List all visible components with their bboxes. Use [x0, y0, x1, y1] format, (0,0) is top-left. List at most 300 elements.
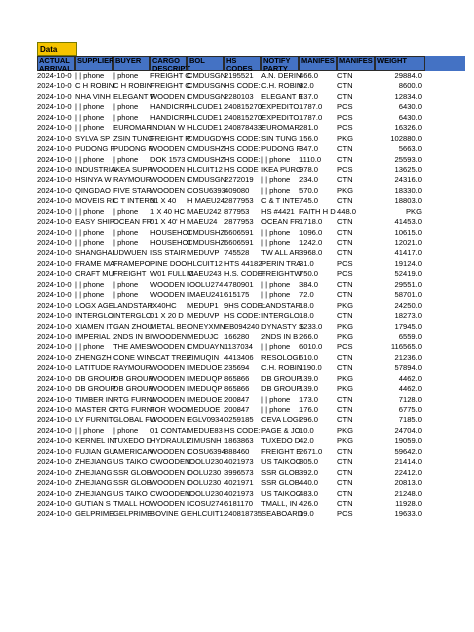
table-cell[interactable]: | | phone	[75, 238, 105, 247]
table-cell[interactable]: PCS	[337, 164, 353, 174]
table-cell[interactable]: CTN	[337, 238, 353, 247]
table-cell[interactable]: 139.0	[299, 373, 319, 383]
table-cell[interactable]: 21248.0	[394, 488, 422, 498]
table-cell[interactable]: US TAIKOC	[261, 488, 302, 498]
table-cell[interactable]: 2024-10-0	[37, 311, 72, 321]
table-cell[interactable]: 1787.0	[299, 102, 323, 112]
table-cell[interactable]: 57894.0	[394, 363, 422, 373]
table-cell[interactable]: CTN	[337, 196, 353, 206]
table-cell[interactable]: 2024-10-0	[37, 509, 72, 519]
table-cell[interactable]: 12834.0	[394, 91, 422, 101]
table-cell[interactable]: HOUSEHOI	[150, 227, 191, 237]
table-cell[interactable]: RTG FURNI	[113, 405, 155, 414]
table-cell[interactable]: 2024-10-0	[37, 217, 72, 227]
table-cell[interactable]: FREIGHT C	[150, 81, 191, 91]
table-cell[interactable]: 2024-10-0	[37, 352, 72, 362]
table-cell[interactable]: XIAMEN IT	[75, 321, 113, 331]
table-cell[interactable]: DB GROUP	[113, 373, 154, 383]
table-cell[interactable]: 888460	[224, 446, 250, 456]
table-cell[interactable]: 21236.0	[394, 352, 422, 362]
table-cell[interactable]: 2024-10-0	[37, 405, 72, 414]
table-cell[interactable]: PERIN TRA	[261, 258, 302, 268]
table-cell[interactable]: | | phone	[261, 154, 291, 164]
table-cell[interactable]: PKG	[337, 300, 354, 310]
table-cell[interactable]: | | phone	[75, 123, 105, 133]
table-cell[interactable]: TW ALL AR	[261, 248, 300, 258]
table-cell[interactable]: 3968.0	[299, 248, 323, 258]
table-cell[interactable]: | phone	[113, 227, 139, 237]
table-cell[interactable]: CTN	[337, 154, 353, 164]
table-cell[interactable]: 1190.0	[299, 363, 322, 373]
column-header[interactable]: BOL	[187, 56, 224, 71]
table-cell[interactable]: CTN	[337, 81, 353, 91]
table-cell[interactable]: 2024-10-0	[37, 436, 72, 446]
table-cell[interactable]: INDUSTRIA	[75, 164, 116, 174]
table-cell[interactable]: 8600.0	[398, 81, 422, 91]
table-cell[interactable]: 2195521	[224, 71, 254, 80]
table-cell[interactable]: NHA VINH	[75, 91, 111, 101]
table-cell[interactable]: OOLU230	[187, 478, 222, 488]
table-cell[interactable]: HS CODE:	[224, 144, 261, 154]
table-cell[interactable]: EB094240	[224, 321, 260, 331]
table-cell[interactable]: 2NDS IN B	[113, 331, 151, 341]
table-cell[interactable]: H MAEU24	[187, 196, 225, 206]
table-cell[interactable]: HLCUIT12	[187, 164, 223, 174]
table-cell[interactable]: OCEAN FR	[113, 217, 153, 227]
table-cell[interactable]: 347.0	[299, 144, 319, 154]
table-cell[interactable]: ISS STAIR	[150, 248, 187, 258]
table-cell[interactable]: EXPEDITO	[261, 112, 300, 122]
table-cell[interactable]: 0259185	[224, 415, 254, 425]
table-cell[interactable]: ELEGANT F	[113, 91, 156, 101]
table-cell[interactable]: CTN	[337, 363, 353, 373]
table-cell[interactable]: WOODEN	[150, 290, 186, 300]
table-cell[interactable]: 466.0	[299, 71, 319, 80]
table-cell[interactable]: CTN	[337, 415, 353, 425]
table-cell[interactable]: HYDRAULI	[150, 436, 189, 446]
table-cell[interactable]: CMDUSHZ	[187, 227, 225, 237]
table-cell[interactable]: 2024-10-0	[37, 488, 72, 498]
table-cell[interactable]: RTG FURNI	[113, 394, 155, 404]
table-cell[interactable]: | phone	[113, 206, 139, 216]
table-cell[interactable]: CMDUGDY	[187, 133, 227, 143]
table-cell[interactable]: HOUSEHOI	[150, 238, 191, 247]
table-cell[interactable]: | | phone	[261, 394, 291, 404]
table-cell[interactable]: 01 X 20 D	[150, 311, 184, 321]
table-cell[interactable]: METAL BE	[150, 321, 187, 331]
table-cell[interactable]: 296.0	[299, 415, 319, 425]
table-cell[interactable]: 58701.0	[394, 290, 422, 300]
table-cell[interactable]: 426.0	[299, 498, 319, 508]
table-cell[interactable]: INTERGLO	[113, 311, 152, 321]
table-cell[interactable]: C T INTERN	[113, 196, 156, 206]
table-cell[interactable]: | | phone	[75, 425, 105, 435]
table-cell[interactable]: PAGE & JO	[261, 425, 301, 435]
table-cell[interactable]: 7185.0	[398, 415, 422, 425]
table-cell[interactable]: 2024-10-0	[37, 258, 72, 268]
table-cell[interactable]: 29551.0	[394, 279, 422, 289]
table-cell[interactable]: | | phone	[75, 227, 105, 237]
table-cell[interactable]: 240815270	[224, 112, 263, 122]
table-cell[interactable]: 2272019	[224, 175, 254, 185]
table-cell[interactable]: 2280103	[224, 91, 254, 101]
table-cell[interactable]: GLOBAL FU	[113, 415, 156, 425]
table-cell[interactable]: W01 FULL C	[150, 269, 194, 279]
table-cell[interactable]: 18273.0	[394, 311, 422, 321]
table-cell[interactable]: PCS	[337, 342, 353, 352]
table-cell[interactable]: 2024-10-0	[37, 248, 72, 258]
table-cell[interactable]: MOVEIS RI	[75, 196, 115, 206]
table-cell[interactable]: CMDUSHZ	[187, 238, 225, 247]
table-cell[interactable]: PKG	[337, 185, 354, 195]
table-cell[interactable]: 41453.0	[394, 217, 422, 227]
table-cell[interactable]: 805.0	[299, 457, 319, 467]
table-cell[interactable]: FREIGHT P	[150, 133, 191, 143]
table-cell[interactable]: PKG	[337, 436, 354, 446]
table-cell[interactable]: CTN	[337, 457, 353, 467]
column-header[interactable]: ACTUAL ARRIVAL	[37, 56, 75, 71]
table-cell[interactable]: 6430.0	[398, 112, 422, 122]
table-cell[interactable]: 102880.0	[390, 133, 422, 143]
table-cell[interactable]: 01 X 40' H	[150, 217, 186, 227]
table-cell[interactable]: MEDUE83	[187, 425, 223, 435]
table-cell[interactable]: HS CODE:	[224, 81, 261, 91]
table-cell[interactable]: 2024-10-0	[37, 363, 72, 373]
table-cell[interactable]: EXPEDITO	[261, 102, 300, 112]
table-cell[interactable]: IKEA PURC	[261, 164, 302, 174]
table-cell[interactable]: WOODEN I	[150, 478, 190, 488]
table-cell[interactable]: 2024-10-0	[37, 425, 72, 435]
table-cell[interactable]: MEDUJC	[187, 331, 219, 341]
table-cell[interactable]: 978.0	[299, 164, 319, 174]
table-cell[interactable]: KERNEL IN	[75, 436, 115, 446]
table-cell[interactable]: 2024-10-0	[37, 384, 72, 394]
table-cell[interactable]: 2024-10-0	[37, 478, 72, 488]
table-cell[interactable]: WOODEN I	[150, 164, 190, 174]
table-cell[interactable]: 31.0	[299, 258, 314, 268]
table-cell[interactable]: TUXEDO D	[113, 436, 153, 446]
table-cell[interactable]: 2024-10-0	[37, 123, 72, 133]
table-cell[interactable]: 2024-10-0	[37, 175, 72, 185]
table-cell[interactable]: 6430.0	[398, 102, 422, 112]
table-cell[interactable]: DOK 1573	[150, 154, 186, 164]
table-cell[interactable]: 12021.0	[394, 238, 422, 247]
table-cell[interactable]: 6606591	[224, 238, 254, 247]
table-cell[interactable]: 20813.0	[394, 478, 422, 488]
table-cell[interactable]: 4462.0	[398, 384, 422, 394]
table-cell[interactable]: | phone	[113, 290, 139, 300]
table-cell[interactable]: LOGX AGE	[75, 300, 114, 310]
table-cell[interactable]: 72.0	[299, 290, 314, 300]
table-cell[interactable]: PCS	[337, 123, 353, 133]
table-cell[interactable]: 10615.0	[394, 227, 422, 237]
table-cell[interactable]: CTN	[337, 91, 353, 101]
table-cell[interactable]: 156.0	[299, 133, 319, 143]
table-cell[interactable]: CTN	[337, 478, 353, 488]
table-cell[interactable]: CTN	[337, 488, 353, 498]
table-cell[interactable]: 615175	[224, 290, 250, 300]
table-cell[interactable]: IMAEU241	[187, 290, 224, 300]
table-cell[interactable]: PKG	[337, 373, 354, 383]
table-cell[interactable]: 2024-10-0	[37, 227, 72, 237]
table-cell[interactable]: | | phone	[75, 279, 105, 289]
table-cell[interactable]: | | phone	[75, 112, 105, 122]
table-cell[interactable]: MAEU24	[187, 217, 218, 227]
table-cell[interactable]: CTN	[337, 394, 353, 404]
table-cell[interactable]: | | phone	[75, 290, 105, 300]
table-cell[interactable]: WOODEN I	[150, 467, 190, 477]
table-cell[interactable]: FRAMEPO	[113, 258, 151, 268]
table-cell[interactable]: CTN	[337, 467, 353, 477]
table-cell[interactable]: 6606591	[224, 227, 254, 237]
table-cell[interactable]: ZHEJIANG	[75, 467, 113, 477]
column-header[interactable]: HS CODES	[224, 56, 261, 71]
table-cell[interactable]: LANDSTAR	[261, 300, 301, 310]
table-cell[interactable]: CMDUSGN	[187, 91, 227, 101]
table-cell[interactable]: 16326.0	[394, 123, 422, 133]
table-cell[interactable]: PKG	[337, 133, 354, 143]
table-cell[interactable]: 1242.0	[299, 238, 323, 247]
table-cell[interactable]: 82.0	[299, 81, 314, 91]
table-cell[interactable]: LANDSTAR	[113, 300, 153, 310]
table-cell[interactable]: CTN	[337, 446, 353, 456]
table-cell[interactable]: WOODEN	[150, 144, 186, 154]
table-cell[interactable]: 2877953	[224, 196, 254, 206]
table-cell[interactable]: 5663.0	[398, 144, 422, 154]
table-cell[interactable]: 139.0	[299, 384, 319, 394]
table-cell[interactable]: US TAIKO	[113, 488, 148, 498]
table-cell[interactable]: | | phone	[75, 154, 105, 164]
table-cell[interactable]: 2024-10-0	[37, 112, 72, 122]
table-cell[interactable]: IMEDUQP	[187, 373, 223, 383]
table-cell[interactable]: WOODEN I	[150, 175, 190, 185]
table-cell[interactable]: 2024-10-0	[37, 279, 72, 289]
table-cell[interactable]: WOODEN	[150, 363, 186, 373]
table-cell[interactable]: DB GROUP	[75, 373, 116, 383]
table-cell[interactable]: 2024-10-0	[37, 269, 72, 279]
table-cell[interactable]: | | phone	[261, 175, 291, 185]
table-cell[interactable]: CRAFT MU	[75, 269, 115, 279]
table-cell[interactable]: 750.0	[299, 269, 319, 279]
table-cell[interactable]: 137.0	[299, 91, 319, 101]
table-cell[interactable]: HTS 44182	[224, 258, 263, 268]
table-cell[interactable]: 2024-10-0	[37, 154, 72, 164]
table-cell[interactable]: 4462.0	[398, 373, 422, 383]
table-cell[interactable]: INTERGLO	[75, 311, 114, 321]
table-cell[interactable]: IMEDUOE	[187, 363, 223, 373]
table-cell[interactable]: ZIMUSNH	[187, 436, 222, 446]
table-cell[interactable]: 483.0	[299, 488, 319, 498]
table-cell[interactable]: FREIGHT E	[261, 446, 302, 456]
table-cell[interactable]: US TAIKO	[113, 457, 148, 467]
table-cell[interactable]: 2024-10-0	[37, 467, 72, 477]
table-cell[interactable]: 24250.0	[394, 300, 422, 310]
table-cell[interactable]: 266.0	[299, 331, 319, 341]
column-header[interactable]: MANIFES	[299, 56, 337, 71]
table-cell[interactable]: 59642.0	[394, 446, 422, 456]
table-cell[interactable]: | | phone	[261, 405, 291, 414]
column-header[interactable]: NOTIFY PARTY	[261, 56, 299, 71]
table-cell[interactable]: | phone	[113, 71, 139, 80]
table-cell[interactable]: 2671.0	[299, 446, 323, 456]
table-cell[interactable]: 234.0	[299, 175, 319, 185]
table-cell[interactable]: CTN	[337, 311, 353, 321]
table-cell[interactable]: 29884.0	[394, 71, 422, 80]
table-cell[interactable]: CTN	[337, 405, 353, 414]
table-cell[interactable]: 2024-10-0	[37, 457, 72, 467]
table-cell[interactable]: 745.0	[299, 196, 319, 206]
table-cell[interactable]: RESOLOGI	[261, 352, 301, 362]
table-cell[interactable]: DB GROUP	[113, 384, 154, 394]
table-cell[interactable]: 1718.0	[299, 217, 323, 227]
table-cell[interactable]: 10.0	[299, 425, 314, 435]
table-cell[interactable]: EASY SHIP	[75, 217, 115, 227]
table-cell[interactable]: CWOODEN	[150, 457, 191, 467]
table-cell[interactable]: ZSIN TUNG	[113, 133, 154, 143]
table-cell[interactable]: FIVE STAR	[113, 185, 152, 195]
table-cell[interactable]: 4021973	[224, 457, 254, 467]
table-cell[interactable]: PCS	[337, 509, 353, 519]
table-cell[interactable]: WOODEN I	[150, 91, 190, 101]
table-cell[interactable]: CMDUSHZ	[187, 144, 225, 154]
table-cell[interactable]: CTN	[337, 498, 353, 508]
table-cell[interactable]: 18.0	[299, 300, 314, 310]
table-cell[interactable]: EUROMAR	[113, 123, 152, 133]
table-cell[interactable]: CTN	[337, 217, 353, 227]
table-cell[interactable]: HS #4421	[261, 206, 295, 216]
table-cell[interactable]: WOODEN	[150, 498, 186, 508]
table-cell[interactable]: 2024-10-0	[37, 71, 72, 80]
table-cell[interactable]: 24316.0	[394, 175, 422, 185]
table-cell[interactable]: 409080	[224, 185, 250, 195]
table-cell[interactable]: WOODEN	[150, 279, 186, 289]
table-cell[interactable]: | phone	[113, 102, 139, 112]
table-cell[interactable]: 865866	[224, 373, 250, 383]
table-cell[interactable]: ZHEJIANG	[75, 478, 113, 488]
table-cell[interactable]: 392.0	[299, 467, 319, 477]
table-cell[interactable]: BOVINE G	[150, 509, 187, 519]
table-cell[interactable]: OCEAN FR	[261, 217, 301, 227]
table-cell[interactable]: 2NDS IN B	[261, 331, 299, 341]
table-cell[interactable]: 2024-10-0	[37, 91, 72, 101]
table-cell[interactable]: DB GROUP	[261, 384, 302, 394]
table-cell[interactable]: ZHEJIANG	[75, 457, 113, 467]
table-cell[interactable]: TMALL HO	[113, 498, 151, 508]
table-cell[interactable]: SSR GLOB	[261, 467, 300, 477]
table-cell[interactable]: TUXEDO D	[261, 436, 301, 446]
table-cell[interactable]: IMEDUOE	[187, 394, 223, 404]
table-cell[interactable]: CMDUSGN	[187, 175, 227, 185]
table-cell[interactable]: US TAIKOC	[261, 457, 302, 467]
table-cell[interactable]: 2024-10-0	[37, 196, 72, 206]
table-cell[interactable]: 865866	[224, 384, 250, 394]
table-cell[interactable]: UDWUEN	[113, 248, 148, 258]
table-cell[interactable]: | | phone	[75, 71, 105, 80]
table-cell[interactable]: WOODEN	[150, 394, 186, 404]
table-cell[interactable]: ZHENGZH	[75, 352, 112, 362]
table-cell[interactable]: | | phone	[261, 290, 291, 300]
table-cell[interactable]: LY FURNIT	[75, 415, 114, 425]
table-cell[interactable]: ICOSU274	[187, 498, 224, 508]
table-cell[interactable]: PUDONG F	[75, 144, 116, 154]
table-cell[interactable]: MASTER C	[75, 405, 115, 414]
column-header[interactable]: MANIFES	[337, 56, 375, 71]
table-cell[interactable]: GUTIAN S	[75, 498, 111, 508]
table-cell[interactable]: CTN	[337, 248, 353, 258]
table-cell[interactable]: C H ROBIN	[113, 81, 153, 91]
table-cell[interactable]: IOOLU230	[187, 488, 224, 498]
table-cell[interactable]: 17945.0	[394, 321, 422, 331]
table-cell[interactable]: FRAME MA	[75, 258, 116, 268]
table-cell[interactable]: 18.0	[299, 311, 314, 321]
table-cell[interactable]: FREIGHTW	[261, 269, 302, 279]
table-cell[interactable]: MAEU243	[187, 269, 222, 279]
table-cell[interactable]: WOODEN	[150, 384, 186, 394]
table-cell[interactable]: 41417.0	[394, 248, 422, 258]
table-cell[interactable]: CWOODEN	[150, 488, 191, 498]
table-cell[interactable]: 173.0	[299, 394, 319, 404]
table-cell[interactable]: 2024-10-0	[37, 321, 72, 331]
table-cell[interactable]: 19124.0	[394, 258, 422, 268]
table-cell[interactable]: C.H. ROBIN	[261, 81, 303, 91]
table-cell[interactable]: HANDICRF	[150, 112, 190, 122]
table-cell[interactable]: | | phone	[261, 185, 291, 195]
table-cell[interactable]: HS CODE	[224, 164, 259, 174]
table-cell[interactable]: MAEU242	[187, 206, 222, 216]
table-cell[interactable]: 240878433	[224, 123, 263, 133]
table-cell[interactable]: 2024-10-0	[37, 300, 72, 310]
table-cell[interactable]: 21414.0	[394, 457, 422, 467]
table-cell[interactable]: WOODEN I	[150, 342, 190, 352]
table-cell[interactable]: 2024-10-0	[37, 144, 72, 154]
table-cell[interactable]: HSINYA W	[75, 175, 112, 185]
table-cell[interactable]: MEDUVP	[187, 248, 220, 258]
table-cell[interactable]: 4780901	[224, 279, 254, 289]
table-cell[interactable]: 1233.0	[299, 321, 323, 331]
table-cell[interactable]: 2024-10-0	[37, 446, 72, 456]
table-cell[interactable]: GELPRIME	[113, 509, 153, 519]
table-cell[interactable]: IX40HC	[150, 300, 177, 310]
table-cell[interactable]: 1096.0	[299, 227, 323, 237]
table-cell[interactable]: 6775.0	[398, 405, 422, 414]
table-cell[interactable]: 19633.0	[394, 509, 422, 519]
table-cell[interactable]: | | phone	[75, 342, 105, 352]
table-cell[interactable]: 2024-10-0	[37, 290, 72, 300]
table-cell[interactable]: HLCUDE1	[187, 102, 223, 112]
table-cell[interactable]: 2024-10-0	[37, 133, 72, 143]
column-header[interactable]: SUPPLIER	[75, 56, 113, 71]
table-cell[interactable]: 200847	[224, 394, 250, 404]
table-cell[interactable]: 11928.0	[395, 498, 422, 508]
table-cell[interactable]: 240818735	[224, 509, 263, 519]
table-cell[interactable]: PCS	[337, 269, 353, 279]
table-cell[interactable]: PINE DOO	[150, 258, 188, 268]
table-cell[interactable]: 6010.0	[299, 342, 323, 352]
table-cell[interactable]: WOODEN I	[150, 446, 190, 456]
table-cell[interactable]: MEDUVP	[187, 311, 220, 321]
table-cell[interactable]: 1137034	[224, 342, 253, 352]
table-cell[interactable]: IKEA SUPP	[113, 164, 153, 174]
table-cell[interactable]: SHANGHAI	[75, 248, 115, 258]
table-cell[interactable]: 2024-10-0	[37, 185, 72, 195]
table-cell[interactable]: 281.0	[299, 123, 319, 133]
table-cell[interactable]: PKG	[337, 425, 354, 435]
table-cell[interactable]: A.N. DERIN	[261, 71, 302, 80]
table-cell[interactable]: PUDONG F	[113, 144, 154, 154]
table-cell[interactable]: 1 X 40 HC	[150, 206, 186, 216]
table-cell[interactable]: PKG	[405, 206, 422, 216]
table-cell[interactable]: 235694	[224, 363, 250, 373]
